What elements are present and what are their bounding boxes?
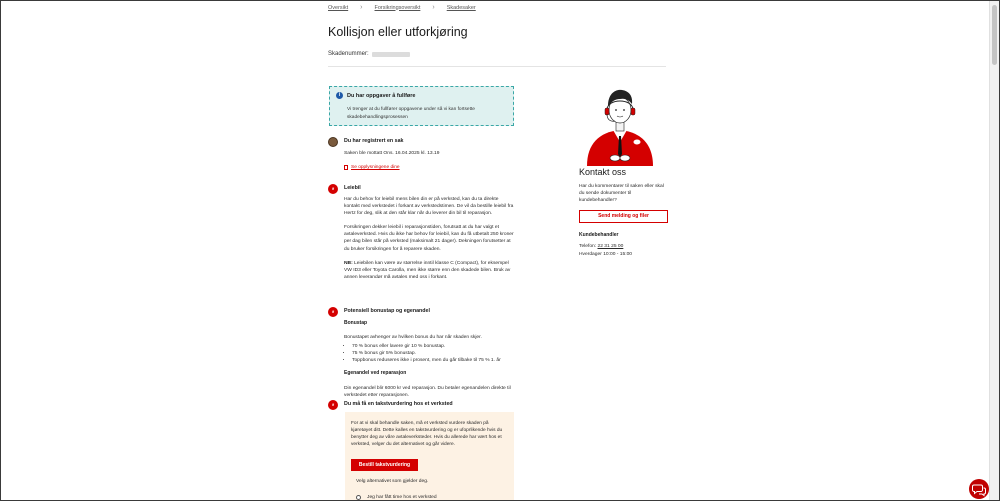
if-logo-icon: if	[328, 307, 338, 317]
breadcrumb-item-oversikt[interactable]: Oversikt	[328, 4, 349, 11]
bonus-list	[344, 343, 514, 364]
if-logo-icon: if	[328, 400, 338, 410]
rental-paragraph-2: Forsikringen dekker leiebil i reparasjonstiden, forutsatt at du har valgt et avtaleverksted. Hvis du ikke har behov for leiebil, kan du få utbetalt 250 kroner per dag bilen står på verksted (maksimalt 21 dager). Dekningen forutsetter at du bruker forsikringen for å reparere skaden.	[344, 225, 514, 252]
breadcrumb-item-skadesaker[interactable]: Skadesaker	[446, 4, 476, 11]
scrollbar[interactable]	[989, 1, 999, 500]
option-has-appointment[interactable]	[356, 495, 437, 500]
radio-button[interactable]	[356, 495, 361, 500]
received-text: Saken ble mottatt Ons. 16.04.2025 kl. 13.19	[344, 151, 440, 156]
task-alert	[329, 86, 514, 126]
list-item: • 70 % bonus eller lavere gir 10 % bonustap.	[352, 343, 514, 350]
deductible-heading: Egenandel ved reparasjon	[344, 370, 407, 377]
step-title: Potensiell bonustap og egenandel	[344, 308, 430, 314]
list-item: • 75 % bonus gir 5% bonustap.	[352, 350, 514, 357]
assessment-panel	[345, 412, 514, 500]
phone-row	[579, 244, 623, 249]
send-message-button[interactable]: Send melding og filer	[579, 210, 668, 223]
rental-body	[344, 196, 514, 288]
user-avatar-icon	[328, 137, 338, 147]
task-title: Du har oppgaver å fullføre	[347, 92, 416, 99]
view-details-link[interactable]	[344, 165, 400, 170]
case-number-redacted	[372, 52, 410, 57]
bonus-intro: Bonustapet avhenger av hvilken bonus du har når skaden skjer.	[344, 335, 482, 341]
case-number-label: Skadenummer:	[328, 51, 369, 57]
chat-button[interactable]	[969, 479, 989, 499]
assessment-text: For at vi skal behandle saken, må et verksted vurdere skaden på kjøretøyet ditt. Dette kalles en takstvurdering og er ufoprlikende hvis du benytter deg av våre avtaleverksteder. Hvis du allerede har vært hos et verksted, velger du det alternativet og går videre.	[351, 421, 503, 448]
rental-note	[344, 260, 514, 281]
choose-option-label: Velg alternativet som gjelder deg.	[356, 479, 429, 484]
option-label: Jeg har fått time hos et verksted	[367, 495, 437, 500]
document-icon	[344, 165, 348, 170]
case-number	[328, 51, 410, 57]
breadcrumb	[328, 4, 476, 11]
chevron-right-icon: ›	[360, 4, 363, 11]
opening-hours: Hverdager 10:00 - 15:00	[579, 252, 633, 257]
contact-title: Kontakt oss	[579, 167, 627, 177]
bonus-body	[344, 320, 514, 406]
view-details-label: Se opplysningene dine	[351, 165, 400, 170]
step-received	[344, 150, 514, 164]
scrollbar-thumb[interactable]	[992, 5, 997, 65]
list-item: • Toppbonus reduseres ikke i prosent, men du går tilbake til 75 % 1. år	[352, 357, 514, 364]
phone-label: Telefon:	[579, 244, 597, 249]
order-assessment-button[interactable]: Bestill takstvurdering	[351, 459, 418, 471]
note-label: NB:	[344, 260, 353, 266]
chat-icon	[969, 479, 989, 499]
step-title: Leiebil	[344, 185, 361, 191]
customer-service-illustration	[579, 84, 661, 166]
task-text: Vi trenger at du fullfører oppgavene under så vi kan fortsette skadebehandlingsprosessen	[347, 107, 475, 120]
step-title: Du må få en takstvurdering hos et verksted	[344, 401, 453, 407]
chevron-right-icon: ›	[432, 4, 435, 11]
rental-paragraph-1: Har du behov for leiebil mens bilen din er på verksted, kan du ta direkte kontakt med verkstedet i forkant av verkstedstimen. De vil da bestille leiebil fra Hertz for deg, slik at den står klar når du leverer din bil til reparasjon.	[344, 197, 514, 217]
customer-service-heading: Kundebehandler	[579, 232, 619, 238]
breadcrumb-item-forsikringsoversikt[interactable]: Forsikringsoversikt	[374, 4, 421, 11]
divider	[328, 66, 666, 67]
bonus-heading: Bonustap	[344, 320, 368, 326]
page-title: Kollisjon eller utforkjøring	[328, 25, 468, 39]
phone-link[interactable]: 22 31 25 00	[597, 244, 624, 249]
browser-viewport	[1, 1, 989, 500]
note-text: Leiebilen kan være av størrelse inntil klasse C (Compact), for eksempel VW ID3 eller Toyota Carolla, men ikke større enn den skadede bilen. Bruk av annen leverandør må avtales med oss i forkant.	[344, 260, 511, 280]
if-logo-icon: if	[328, 184, 338, 194]
info-icon: i	[336, 92, 343, 99]
step-title: Du har registrert en sak	[344, 138, 404, 144]
deductible-text: Din egenandel blir 6000 kr ved reparasjon. Du betaler egenandelen direkte til verkstedet etter reparasjonen.	[344, 385, 511, 398]
contact-text: Har du kommentarer til saken eller skal du sende dokumenter til kundebehandler?	[579, 184, 664, 204]
